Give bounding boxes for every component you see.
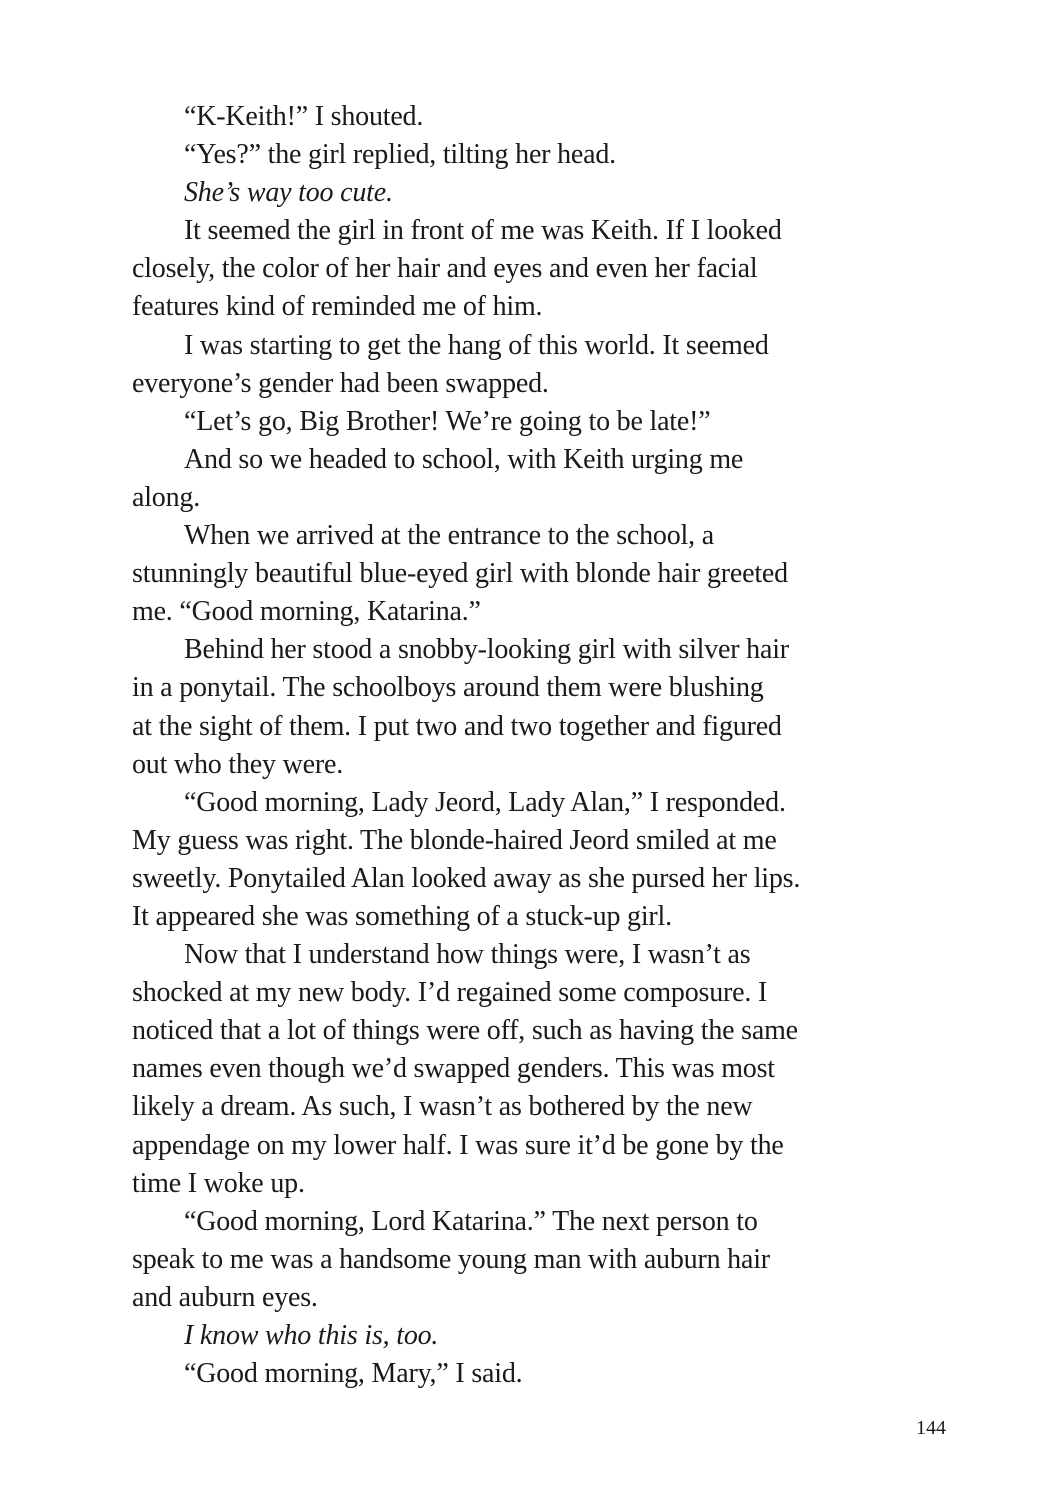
text-line: and auburn eyes. [132, 1281, 318, 1313]
text-line: features kind of reminded me of him. [132, 291, 543, 323]
text-line: appendage on my lower half. I was sure it’d be gone by the [132, 1129, 784, 1161]
text-line: “K-Keith!” I shouted. [184, 101, 424, 132]
text-line: closely, the color of her hair and eyes and even her facial [132, 253, 758, 285]
text-line: at the sight of them. I put two and two together and figured [132, 710, 782, 742]
text-line: stunningly beautiful blue-eyed girl with blonde hair greeted [132, 558, 788, 590]
text-line: Behind her stood a snobby-looking girl with silver hair [184, 634, 789, 666]
page-number: 144 [916, 1417, 946, 1439]
text-line: out who they were. [132, 748, 344, 780]
text-line: in a ponytail. The schoolboys around them were blushing [132, 672, 764, 704]
text-line: likely a dream. As such, I wasn’t as bothered by the new [132, 1091, 753, 1123]
text-line: And so we headed to school, with Keith urging me [184, 443, 744, 475]
text-line: It appeared she was something of a stuck-up girl. [132, 900, 672, 932]
text-line: I was starting to get the hang of this world. It seemed [184, 329, 769, 361]
text-line: names even though we’d swapped genders. This was most [132, 1053, 775, 1085]
text-line: time I woke up. [132, 1167, 305, 1199]
text-line: “Good morning, Lord Katarina.” The next person to [184, 1205, 758, 1237]
text-line: “Good morning, Lady Jeord, Lady Alan,” I responded. [184, 786, 786, 818]
text-line-italic: I know who this is, too. [184, 1320, 439, 1351]
text-line: Now that I understand how things were, I wasn’t as [184, 939, 751, 971]
text-line: everyone’s gender had been swapped. [132, 367, 549, 399]
text-line: It seemed the girl in front of me was Keith. If I looked [184, 215, 782, 247]
text-line: speak to me was a handsome young man with auburn hair [132, 1243, 770, 1275]
text-line: “Good morning, Mary,” I said. [184, 1358, 523, 1390]
text-line: me. “Good morning, Katarina.” [132, 596, 481, 628]
text-line: noticed that a lot of things were off, such as having the same [132, 1015, 798, 1047]
text-line: “Let’s go, Big Brother! We’re going to be late!” [184, 405, 711, 437]
text-line: sweetly. Ponytailed Alan looked away as she pursed her lips. [132, 862, 801, 894]
text-line: shocked at my new body. I’d regained some composure. I [132, 977, 768, 1009]
text-line: “Yes?” the girl replied, tilting her head. [184, 139, 616, 171]
text-line: along. [132, 481, 201, 513]
text-line-italic: She’s way too cute. [184, 177, 393, 209]
body-text [132, 98, 952, 1393]
text-line: My guess was right. The blonde-haired Jeord smiled at me [132, 824, 777, 856]
text-line: When we arrived at the entrance to the school, a [184, 520, 714, 552]
